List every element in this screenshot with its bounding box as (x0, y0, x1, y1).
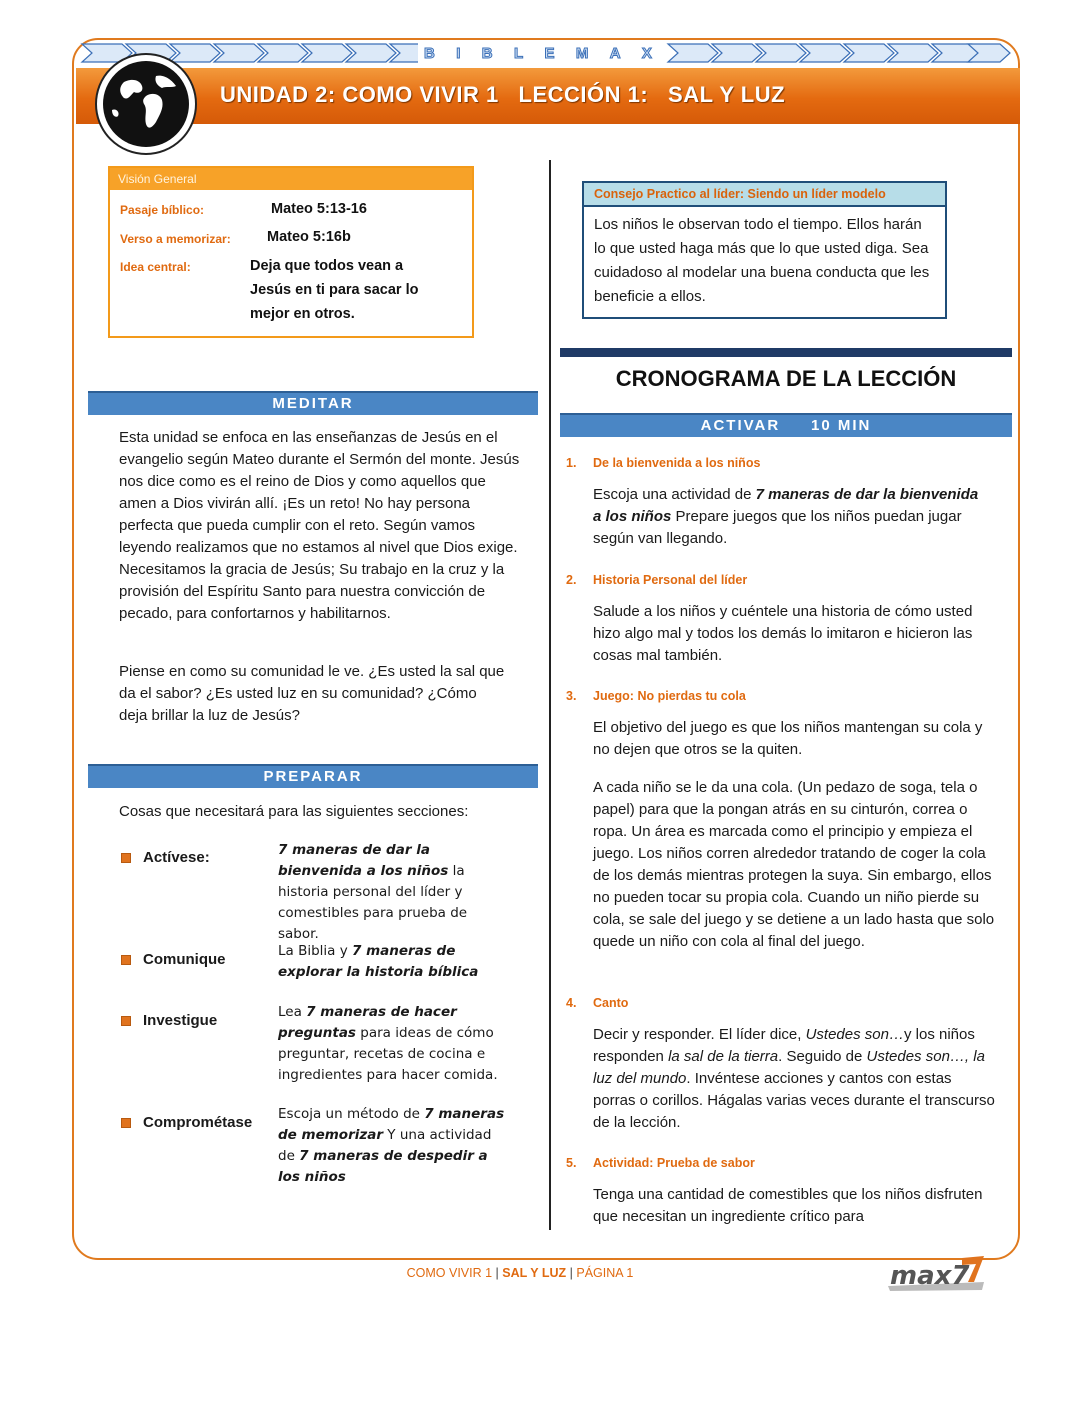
step-title: Juego: No pierdas tu cola (593, 689, 746, 703)
globe-icon (94, 52, 198, 156)
activar-heading: ACTIVAR 10 MIN (560, 413, 1012, 437)
text-run: . Invéntese acciones y cantos con estas porras o corillos. Hágalas varias veces durante el transcurso de la lección. (593, 1070, 995, 1131)
text-run: . Seguido de (778, 1048, 867, 1065)
prep-text: Y una actividad de (278, 1127, 492, 1164)
bullet-icon (121, 955, 131, 965)
step-4-text (593, 1024, 998, 1134)
step-number: 2. (566, 573, 577, 587)
prep-label-comprometase: Comprométase (143, 1114, 253, 1131)
idea-label: Idea central: (120, 260, 191, 274)
prep-resource: 7 maneras de explorar la historia bíblica (278, 943, 479, 980)
text-run: y los niños responden (593, 1026, 975, 1065)
prep-resource: 7 maneras de memorizar (278, 1106, 505, 1143)
prep-value-comunique (278, 941, 510, 983)
prep-resource: 7 maneras de hacer preguntas (278, 1004, 457, 1041)
text-run: Prepare juegos que los niños puedan jugar según van llegando. (593, 508, 962, 547)
step-number: 3. (566, 689, 577, 703)
meditar-paragraph-2: Piense en como su comunidad le ve. ¿Es usted la sal que da el sabor? ¿Es usted luz en su comunidad? ¿Cómo deja brillar la luz de Jesús? (119, 663, 505, 724)
prep-value-investigue (278, 1002, 510, 1086)
section-rule (560, 348, 1012, 357)
prep-text: La Biblia y (278, 943, 353, 959)
brand-letter: A (609, 44, 621, 62)
logo-text: max7 (890, 1261, 970, 1291)
verso-value: Mateo 5:16b (267, 229, 351, 245)
prep-text: la historia personal del líder y comestibles para prueba de sabor. (278, 863, 468, 942)
step-title: Canto (593, 996, 629, 1010)
meditar-heading: MEDITAR (88, 391, 538, 415)
prep-value-activese (278, 840, 510, 945)
brand-letter: E (544, 44, 555, 62)
preparar-heading: PREPARAR (88, 764, 538, 788)
step-2-text: Salude a los niños y cuéntele una historia de cómo usted hizo algo mal y todos los demás lo imitaron e hicieron las cosas mal también. (593, 603, 973, 664)
prep-label-comunique: Comunique (143, 951, 226, 968)
step-1-text (593, 484, 988, 550)
step-5-text: Tenga una cantidad de comestibles que los niños disfruten que necesitan un ingrediente crítico para (593, 1186, 983, 1225)
idea-line: Jesús en ti para sacar lo (250, 282, 419, 298)
bullet-icon (121, 853, 131, 863)
resource-ref: 7 maneras de dar la bienvenida a los niños (593, 486, 979, 525)
preparar-intro: Cosas que necesitará para las siguientes secciones: (119, 803, 469, 820)
prep-text: Escoja un método de (278, 1106, 425, 1122)
footer-separator: | (566, 1266, 577, 1280)
pasaje-label: Pasaje bíblico: (120, 203, 205, 217)
tip-heading: Consejo Practico al líder: Siendo un líder modelo (584, 183, 945, 207)
idea-value (250, 254, 465, 326)
column-divider (549, 160, 551, 1230)
prep-label-investigue: Investigue (143, 1012, 218, 1029)
leader-tip-box (582, 181, 947, 319)
footer-lesson: SAL Y LUZ (502, 1266, 567, 1280)
pasaje-value: Mateo 5:13-16 (271, 201, 367, 217)
overview-heading: Visión General (110, 168, 472, 190)
footer-page: PÁGINA 1 (576, 1266, 634, 1280)
step-title: Actividad: Prueba de sabor (593, 1156, 755, 1170)
text-run: Decir y responder. El líder dice, (593, 1026, 806, 1043)
prep-value-comprometase (278, 1104, 510, 1188)
bullet-icon (121, 1118, 131, 1128)
tip-body: Los niños le observan todo el tiempo. Ellos harán lo que usted haga más que lo que usted diga. Sea cuidadoso al modelar una buena conducta que les beneficie a ellos. (594, 216, 930, 305)
step-title: De la bienvenida a los niños (593, 456, 761, 470)
footer-separator: | (492, 1266, 503, 1280)
cronograma-title: CRONOGRAMA DE LA LECCIÓN (615, 366, 957, 391)
text-run: Escoja una actividad de (593, 486, 756, 503)
bullet-icon (121, 1016, 131, 1026)
verso-label: Verso a memorizar: (120, 232, 231, 246)
step-number: 5. (566, 1156, 577, 1170)
idea-line: Deja que todos vean a (250, 258, 404, 274)
text-italic: Ustedes son… (805, 1026, 904, 1043)
step-number: 1. (566, 456, 577, 470)
prep-resource: 7 maneras de dar la bienvenida a los niños (278, 842, 449, 879)
max7-logo-icon (884, 1252, 990, 1292)
text-italic: Ustedes son…, la luz del mundo (593, 1048, 985, 1087)
brand-letter: I (456, 44, 461, 62)
brand-letter: B (424, 44, 435, 62)
idea-line: mejor en otros. (250, 306, 355, 322)
prep-text: Lea (278, 1004, 307, 1020)
lesson-title: UNIDAD 2: COMO VIVIR 1 LECCIÓN 1: SAL Y LUZ (220, 82, 786, 107)
footer-unit: COMO VIVIR 1 (406, 1266, 493, 1280)
prep-resource: 7 maneras de despedir a los niños (278, 1148, 488, 1185)
brand-letter: X (641, 44, 652, 62)
step-3-text-1: El objetivo del juego es que los niños mantengan su cola y no dejen que otros se la quiten. (593, 719, 983, 758)
brand-letters (418, 42, 658, 64)
step-title: Historia Personal del líder (593, 573, 748, 587)
prep-text: para ideas de cómo preguntar, recetas de cocina e ingredientes para hacer comida. (278, 1025, 498, 1083)
step-number: 4. (566, 996, 577, 1010)
brand-letter: M (575, 44, 589, 62)
brand-letter: L (513, 44, 524, 62)
step-3-text-2: A cada niño se le da una cola. (Un pedazo de soga, tela o papel) para que la pongan atrás en su cinturón, correa o ropa. Un área es marcada como el principio y empieza el juego. Los niños corren alrededor tratando de coger la cola de los demás mientras protegen la suya. Sin embargo, ellos no pueden tocar su propia cola. Cuando un niño pierde su cola, se sale del juego y se detiene a un lado hasta que solo quede un niño con cola al final del juego. (593, 779, 995, 950)
brand-letter: B (481, 44, 493, 62)
text-italic: la sal de la tierra (668, 1048, 779, 1065)
meditar-paragraph-1: Esta unidad se enfoca en las enseñanzas de Jesús en el evangelio según Mateo durante el Sermón del monte. Jesús nos dice como es el reino de Dios y como aquellos que amen a Dios vivirán allí. ¡Es un reto! No hay persona perfecta que pueda cumplir con el reto. Según vamos leyendo realizamos que no estamos al nivel que Dios exige. Necesitamos la gracia de Jesús; Su trabajo en la cruz y la provisión del Espíritu Santo para nuestra convicción de pecado, para confortarnos y habilitarnos. (119, 429, 520, 622)
prep-label-activese: Actívese: (143, 849, 210, 866)
